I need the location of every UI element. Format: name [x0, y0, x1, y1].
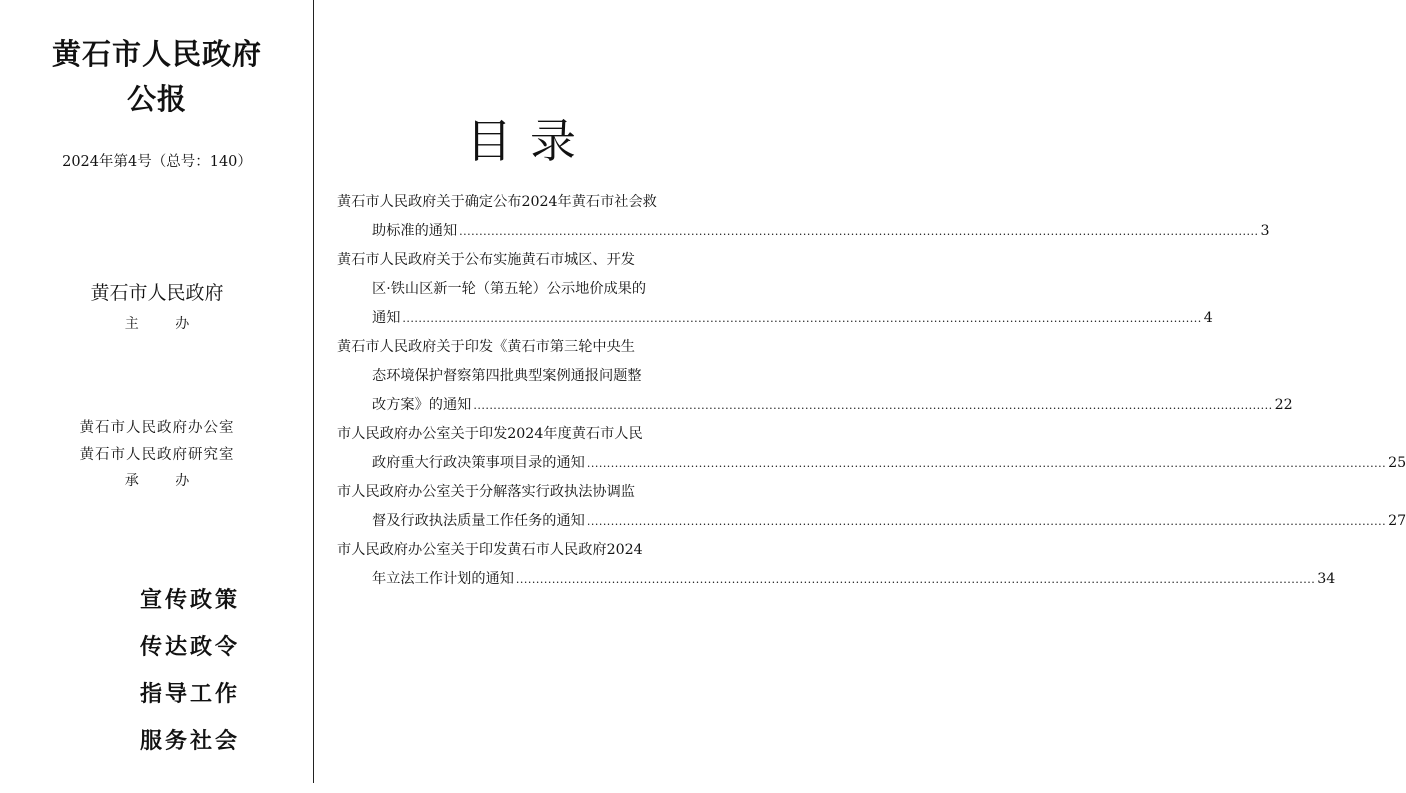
toc-page-number: 34 [1317, 571, 1336, 587]
toc-leader-dots: ........................................................................................................................................................................................................ [473, 399, 1273, 412]
slogan-4: 服务社会 [139, 728, 240, 754]
toc-entry-title-line: 督及行政执法质量工作任务的通知 [372, 513, 585, 529]
toc-entry-last-line [337, 507, 1406, 536]
toc-entry[interactable] [337, 420, 1406, 478]
toc-entry[interactable] [337, 333, 1293, 420]
toc-entry-title-line: 区·铁山区新一轮（第五轮）公示地价成果的 [372, 281, 647, 297]
toc-entry-title-line: 黄石市人民政府关于确定公布2024年黄石市社会救 [337, 194, 657, 210]
toc-entry-last-line [337, 217, 1270, 246]
toc-entry-last-line [337, 565, 1336, 594]
issue-number: 2024年第4号（总号：140） [62, 154, 252, 170]
cover-left-column [0, 0, 314, 793]
column-divider [313, 0, 314, 783]
publication-title-line1: 黄石市人民政府 [51, 37, 262, 71]
toc-heading: 目录 [466, 114, 594, 168]
toc-page-number: 27 [1388, 513, 1406, 529]
slogan-2: 传达政令 [139, 634, 240, 660]
sponsor-name: 黄石市人民政府 [90, 282, 224, 304]
publication-title-line2: 公报 [126, 82, 187, 116]
toc-entry-title-line: 市人民政府办公室关于印发黄石市人民政府2024 [337, 542, 643, 558]
toc-entry-title-line: 通知 [372, 310, 401, 326]
toc-page-number: 22 [1274, 397, 1293, 413]
toc-page-number: 25 [1388, 455, 1406, 471]
slogan-3: 指导工作 [139, 681, 240, 707]
toc-entry-title-line: 态环境保护督察第四批典型案例通报问题整 [372, 368, 642, 384]
sponsor-role: 主 办 [124, 316, 206, 332]
toc-entry-title-line: 助标准的通知 [372, 223, 458, 239]
toc-leader-dots: ........................................................................................................................................................................................................ [586, 515, 1387, 528]
toc-entry-title-line: 市人民政府办公室关于分解落实行政执法协调监 [337, 484, 635, 500]
toc-entry[interactable] [337, 188, 1270, 246]
toc-entry-title-line: 年立法工作计划的通知 [372, 571, 514, 587]
toc-entry-title-line: 改方案》的通知 [372, 397, 472, 413]
toc-leader-dots: ........................................................................................................................................................................................................ [402, 312, 1202, 325]
toc-entry[interactable] [337, 478, 1406, 536]
toc-entry-last-line [337, 304, 1213, 333]
toc-page-number: 3 [1260, 223, 1270, 239]
toc-leader-dots: ........................................................................................................................................................................................................ [515, 573, 1316, 586]
slogan-1: 宣传政策 [139, 587, 240, 613]
toc-entry-title-line: 市人民政府办公室关于印发2024年度黄石市人民 [337, 426, 643, 442]
toc-leader-dots: ........................................................................................................................................................................................................ [459, 225, 1259, 238]
toc-page-number: 4 [1203, 310, 1213, 326]
table-of-contents [337, 188, 1406, 594]
toc-entry-title-line: 黄石市人民政府关于公布实施黄石市城区、开发 [337, 252, 635, 268]
organizer-name-1: 黄石市人民政府办公室 [79, 420, 235, 436]
toc-entry[interactable] [337, 246, 1213, 333]
toc-entry-last-line [337, 391, 1293, 420]
toc-entry-title-line: 政府重大行政决策事项目录的通知 [372, 455, 585, 471]
organizer-role: 承 办 [124, 473, 206, 489]
toc-entry-title-line: 黄石市人民政府关于印发《黄石市第三轮中央生 [337, 339, 635, 355]
toc-entry[interactable] [337, 536, 1336, 594]
organizer-name-2: 黄石市人民政府研究室 [79, 447, 235, 463]
toc-entry-last-line [337, 449, 1406, 478]
toc-leader-dots: ........................................................................................................................................................................................................ [586, 457, 1387, 470]
